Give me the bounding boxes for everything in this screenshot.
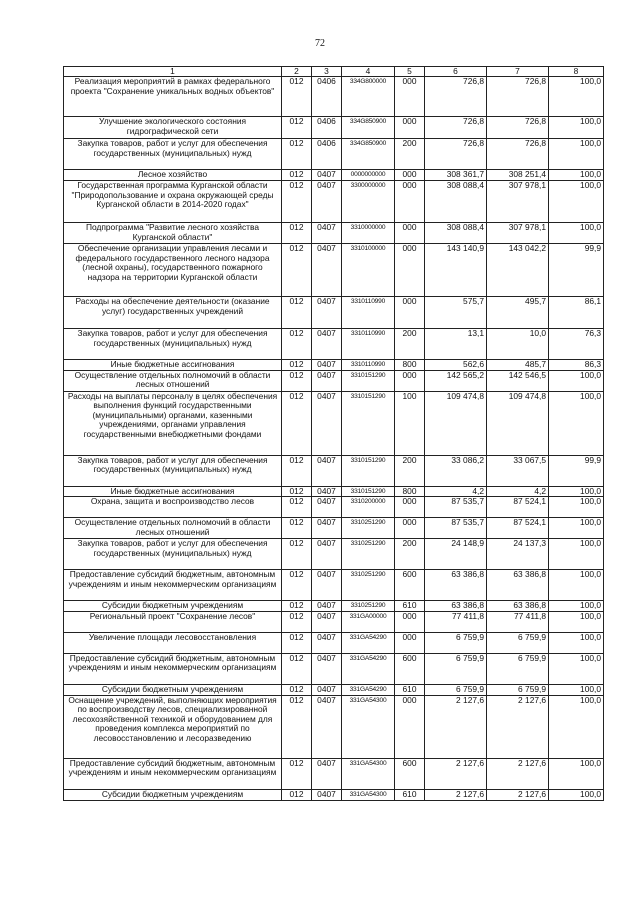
cell-target-article: 3310151290 xyxy=(342,455,395,486)
cell-target-article: 3310110990 xyxy=(342,360,395,371)
cell-percent: 100,0 xyxy=(549,758,604,789)
cell-grbs: 012 xyxy=(282,758,312,789)
cell-target-article: 3310151290 xyxy=(342,486,395,497)
cell-executed: 6 759,9 xyxy=(487,653,549,684)
cell-expense-type: 000 xyxy=(395,170,425,181)
cell-grbs: 012 xyxy=(282,570,312,601)
cell-grbs: 012 xyxy=(282,684,312,695)
cell-section: 0407 xyxy=(312,223,342,244)
cell-target-article: 3310000000 xyxy=(342,223,395,244)
cell-grbs: 012 xyxy=(282,518,312,539)
cell-plan: 63 386,8 xyxy=(425,601,487,612)
cell-executed: 6 759,9 xyxy=(487,632,549,653)
table-row xyxy=(64,244,604,297)
cell-expense-type: 000 xyxy=(395,117,425,139)
table-row xyxy=(64,684,604,695)
cell-target-article: 331GA54290 xyxy=(342,653,395,684)
cell-plan: 2 127,6 xyxy=(425,695,487,758)
cell-name: Субсидии бюджетным учреждениям xyxy=(64,601,282,612)
cell-name: Закупка товаров, работ и услуг для обеспечения государственных (муниципальных) нужд xyxy=(64,139,282,170)
cell-percent: 86,3 xyxy=(549,360,604,371)
cell-target-article: 0000000000 xyxy=(342,170,395,181)
cell-section: 0407 xyxy=(312,601,342,612)
cell-expense-type: 610 xyxy=(395,601,425,612)
cell-grbs: 012 xyxy=(282,223,312,244)
cell-percent: 76,3 xyxy=(549,329,604,360)
cell-target-article: 334G850900 xyxy=(342,139,395,170)
table-row xyxy=(64,181,604,223)
cell-grbs: 012 xyxy=(282,139,312,170)
cell-executed: 2 127,6 xyxy=(487,758,549,789)
cell-percent: 100,0 xyxy=(549,695,604,758)
table-header-row xyxy=(64,67,604,77)
cell-percent: 100,0 xyxy=(549,391,604,455)
cell-name: Осуществление отдельных полномочий в области лесных отношений xyxy=(64,370,282,391)
cell-grbs: 012 xyxy=(282,632,312,653)
cell-expense-type: 000 xyxy=(395,518,425,539)
cell-percent: 86,1 xyxy=(549,297,604,329)
table-body xyxy=(64,77,604,801)
cell-percent: 100,0 xyxy=(549,170,604,181)
cell-executed: 6 759,9 xyxy=(487,684,549,695)
cell-target-article: 3310110990 xyxy=(342,297,395,329)
cell-name: Увеличение площади лесовосстановления xyxy=(64,632,282,653)
cell-plan: 726,8 xyxy=(425,117,487,139)
cell-target-article: 3310110990 xyxy=(342,329,395,360)
table-row xyxy=(64,391,604,455)
page-number: 72 xyxy=(315,38,325,49)
cell-section: 0406 xyxy=(312,117,342,139)
cell-plan: 24 148,9 xyxy=(425,539,487,570)
table-row xyxy=(64,360,604,371)
table-row xyxy=(64,297,604,329)
cell-percent: 100,0 xyxy=(549,653,604,684)
cell-executed: 2 127,6 xyxy=(487,695,549,758)
cell-expense-type: 800 xyxy=(395,486,425,497)
cell-grbs: 012 xyxy=(282,601,312,612)
cell-plan: 142 565,2 xyxy=(425,370,487,391)
cell-executed: 24 137,3 xyxy=(487,539,549,570)
cell-section: 0407 xyxy=(312,360,342,371)
column-header-executed: 7 xyxy=(487,67,549,77)
cell-name: Иные бюджетные ассигнования xyxy=(64,360,282,371)
cell-section: 0407 xyxy=(312,684,342,695)
cell-expense-type: 610 xyxy=(395,789,425,800)
cell-executed: 495,7 xyxy=(487,297,549,329)
cell-executed: 87 524,1 xyxy=(487,497,549,518)
column-header-percent: 8 xyxy=(549,67,604,77)
cell-name: Иные бюджетные ассигнования xyxy=(64,486,282,497)
table-row xyxy=(64,139,604,170)
cell-target-article: 3310151290 xyxy=(342,391,395,455)
cell-grbs: 012 xyxy=(282,539,312,570)
cell-section: 0407 xyxy=(312,370,342,391)
cell-name: Оснащение учреждений, выполняющих мероприятия по воспроизводству лесов, специализированной лесохозяйственной техникой и оборудованием для проведения комплекса мероприятий по лесовосстановлению и лесоразведению xyxy=(64,695,282,758)
cell-plan: 33 086,2 xyxy=(425,455,487,486)
cell-name: Закупка товаров, работ и услуг для обеспечения государственных (муниципальных) нужд xyxy=(64,329,282,360)
cell-name: Охрана, защита и воспроизводство лесов xyxy=(64,497,282,518)
cell-section: 0407 xyxy=(312,632,342,653)
cell-percent: 100,0 xyxy=(549,684,604,695)
cell-expense-type: 610 xyxy=(395,684,425,695)
cell-target-article: 331GA54300 xyxy=(342,758,395,789)
cell-expense-type: 600 xyxy=(395,758,425,789)
cell-executed: 726,8 xyxy=(487,77,549,117)
cell-plan: 726,8 xyxy=(425,77,487,117)
cell-grbs: 012 xyxy=(282,789,312,800)
cell-expense-type: 000 xyxy=(395,632,425,653)
cell-target-article: 3310251290 xyxy=(342,570,395,601)
cell-expense-type: 000 xyxy=(395,244,425,297)
cell-plan: 87 535,7 xyxy=(425,497,487,518)
cell-section: 0407 xyxy=(312,518,342,539)
cell-grbs: 012 xyxy=(282,455,312,486)
cell-target-article: 3310100000 xyxy=(342,244,395,297)
cell-percent: 100,0 xyxy=(549,486,604,497)
cell-percent: 100,0 xyxy=(549,570,604,601)
cell-expense-type: 200 xyxy=(395,329,425,360)
cell-percent: 100,0 xyxy=(549,117,604,139)
cell-grbs: 012 xyxy=(282,391,312,455)
cell-percent: 100,0 xyxy=(549,223,604,244)
cell-executed: 4,2 xyxy=(487,486,549,497)
cell-grbs: 012 xyxy=(282,695,312,758)
cell-section: 0407 xyxy=(312,455,342,486)
cell-grbs: 012 xyxy=(282,329,312,360)
cell-section: 0407 xyxy=(312,391,342,455)
cell-name: Региональный проект "Сохранение лесов" xyxy=(64,611,282,632)
cell-percent: 100,0 xyxy=(549,181,604,223)
column-header-expense-type: 5 xyxy=(395,67,425,77)
cell-section: 0407 xyxy=(312,570,342,601)
cell-expense-type: 000 xyxy=(395,77,425,117)
cell-name: Субсидии бюджетным учреждениям xyxy=(64,789,282,800)
cell-expense-type: 600 xyxy=(395,570,425,601)
table-row xyxy=(64,653,604,684)
cell-executed: 63 386,8 xyxy=(487,601,549,612)
cell-section: 0407 xyxy=(312,329,342,360)
cell-executed: 485,7 xyxy=(487,360,549,371)
cell-grbs: 012 xyxy=(282,170,312,181)
cell-name: Реализация мероприятий в рамках федерального проекта "Сохранение уникальных водных объектов" xyxy=(64,77,282,117)
cell-executed: 308 251,4 xyxy=(487,170,549,181)
table-row xyxy=(64,570,604,601)
cell-expense-type: 100 xyxy=(395,391,425,455)
column-header-plan: 6 xyxy=(425,67,487,77)
cell-target-article: 3310151290 xyxy=(342,370,395,391)
cell-executed: 726,8 xyxy=(487,139,549,170)
table-row xyxy=(64,455,604,486)
cell-expense-type: 000 xyxy=(395,370,425,391)
cell-section: 0406 xyxy=(312,139,342,170)
table-row xyxy=(64,497,604,518)
cell-executed: 87 524,1 xyxy=(487,518,549,539)
cell-executed: 77 411,8 xyxy=(487,611,549,632)
cell-target-article: 3310251290 xyxy=(342,518,395,539)
cell-plan: 143 140,9 xyxy=(425,244,487,297)
cell-name: Закупка товаров, работ и услуг для обеспечения государственных (муниципальных) нужд xyxy=(64,455,282,486)
cell-name: Предоставление субсидий бюджетным, автономным учреждениям и иным некоммерческим организациям xyxy=(64,653,282,684)
table-row xyxy=(64,370,604,391)
cell-executed: 63 386,8 xyxy=(487,570,549,601)
cell-target-article: 331GA54290 xyxy=(342,684,395,695)
cell-executed: 143 042,2 xyxy=(487,244,549,297)
cell-target-article: 334G800000 xyxy=(342,77,395,117)
cell-section: 0407 xyxy=(312,497,342,518)
cell-percent: 100,0 xyxy=(549,601,604,612)
table-row xyxy=(64,77,604,117)
cell-percent: 100,0 xyxy=(549,139,604,170)
cell-expense-type: 000 xyxy=(395,611,425,632)
cell-expense-type: 600 xyxy=(395,653,425,684)
cell-plan: 6 759,9 xyxy=(425,632,487,653)
cell-target-article: 3310251290 xyxy=(342,601,395,612)
cell-expense-type: 000 xyxy=(395,223,425,244)
cell-percent: 100,0 xyxy=(549,518,604,539)
cell-percent: 99,9 xyxy=(549,244,604,297)
cell-target-article: 3310200000 xyxy=(342,497,395,518)
cell-plan: 308 088,4 xyxy=(425,181,487,223)
cell-target-article: 331GA54300 xyxy=(342,695,395,758)
cell-percent: 99,9 xyxy=(549,455,604,486)
column-header-section: 3 xyxy=(312,67,342,77)
cell-target-article: 331GA54300 xyxy=(342,789,395,800)
cell-section: 0407 xyxy=(312,758,342,789)
cell-percent: 100,0 xyxy=(549,611,604,632)
cell-grbs: 012 xyxy=(282,370,312,391)
cell-executed: 726,8 xyxy=(487,117,549,139)
cell-percent: 100,0 xyxy=(549,632,604,653)
cell-section: 0407 xyxy=(312,653,342,684)
cell-name: Подпрограмма "Развитие лесного хозяйства Курганской области" xyxy=(64,223,282,244)
cell-grbs: 012 xyxy=(282,244,312,297)
cell-section: 0407 xyxy=(312,244,342,297)
cell-percent: 100,0 xyxy=(549,539,604,570)
table-row xyxy=(64,695,604,758)
cell-executed: 10,0 xyxy=(487,329,549,360)
cell-plan: 109 474,8 xyxy=(425,391,487,455)
cell-expense-type: 000 xyxy=(395,181,425,223)
cell-grbs: 012 xyxy=(282,117,312,139)
cell-section: 0407 xyxy=(312,789,342,800)
cell-target-article: 331GA00000 xyxy=(342,611,395,632)
cell-percent: 100,0 xyxy=(549,77,604,117)
cell-plan: 6 759,9 xyxy=(425,653,487,684)
cell-plan: 308 361,7 xyxy=(425,170,487,181)
cell-name: Субсидии бюджетным учреждениям xyxy=(64,684,282,695)
cell-grbs: 012 xyxy=(282,497,312,518)
cell-grbs: 012 xyxy=(282,360,312,371)
cell-section: 0407 xyxy=(312,539,342,570)
table-row xyxy=(64,539,604,570)
cell-section: 0407 xyxy=(312,695,342,758)
cell-grbs: 012 xyxy=(282,181,312,223)
cell-plan: 726,8 xyxy=(425,139,487,170)
cell-name: Расходы на выплаты персоналу в целях обеспечения выполнения функций государственными (муниципальными) органами, казенными учреждениями, органами управления государственными внебюджетными фондами xyxy=(64,391,282,455)
table-row xyxy=(64,632,604,653)
cell-expense-type: 200 xyxy=(395,139,425,170)
cell-executed: 2 127,6 xyxy=(487,789,549,800)
table-row xyxy=(64,486,604,497)
cell-expense-type: 000 xyxy=(395,695,425,758)
cell-plan: 2 127,6 xyxy=(425,789,487,800)
cell-expense-type: 200 xyxy=(395,455,425,486)
column-header-name: 1 xyxy=(64,67,282,77)
table-row xyxy=(64,789,604,800)
cell-executed: 33 067,5 xyxy=(487,455,549,486)
cell-target-article: 3310251290 xyxy=(342,539,395,570)
cell-target-article: 331GA54290 xyxy=(342,632,395,653)
cell-name: Предоставление субсидий бюджетным, автономным учреждениям и иным некоммерческим организациям xyxy=(64,758,282,789)
cell-target-article: 334G850900 xyxy=(342,117,395,139)
cell-plan: 6 759,9 xyxy=(425,684,487,695)
cell-section: 0407 xyxy=(312,170,342,181)
cell-plan: 63 386,8 xyxy=(425,570,487,601)
cell-percent: 100,0 xyxy=(549,497,604,518)
budget-table xyxy=(63,66,604,801)
cell-plan: 87 535,7 xyxy=(425,518,487,539)
cell-expense-type: 000 xyxy=(395,497,425,518)
cell-section: 0407 xyxy=(312,297,342,329)
cell-expense-type: 200 xyxy=(395,539,425,570)
cell-grbs: 012 xyxy=(282,653,312,684)
cell-plan: 575,7 xyxy=(425,297,487,329)
cell-name: Лесное хозяйство xyxy=(64,170,282,181)
cell-target-article: 3300000000 xyxy=(342,181,395,223)
cell-grbs: 012 xyxy=(282,611,312,632)
table-row xyxy=(64,170,604,181)
cell-name: Государственная программа Курганской области "Природопользование и охрана окружающей среды Курганской области в 2014-2020 годах" xyxy=(64,181,282,223)
cell-plan: 562,6 xyxy=(425,360,487,371)
table-row xyxy=(64,329,604,360)
table-row xyxy=(64,601,604,612)
cell-plan: 77 411,8 xyxy=(425,611,487,632)
cell-name: Обеспечение организации управления лесами и федерального государственного лесного надзора (лесной охраны), государственного пожарного надзора на территории Курганской области xyxy=(64,244,282,297)
cell-name: Улучшение экологического состояния гидрографической сети xyxy=(64,117,282,139)
cell-grbs: 012 xyxy=(282,297,312,329)
cell-grbs: 012 xyxy=(282,486,312,497)
cell-plan: 2 127,6 xyxy=(425,758,487,789)
column-header-target-article: 4 xyxy=(342,67,395,77)
cell-executed: 109 474,8 xyxy=(487,391,549,455)
cell-plan: 13,1 xyxy=(425,329,487,360)
cell-section: 0407 xyxy=(312,181,342,223)
cell-executed: 142 546,5 xyxy=(487,370,549,391)
cell-expense-type: 000 xyxy=(395,297,425,329)
cell-plan: 4,2 xyxy=(425,486,487,497)
table-row xyxy=(64,611,604,632)
table-row xyxy=(64,223,604,244)
cell-executed: 307 978,1 xyxy=(487,223,549,244)
cell-section: 0406 xyxy=(312,77,342,117)
cell-name: Закупка товаров, работ и услуг для обеспечения государственных (муниципальных) нужд xyxy=(64,539,282,570)
table-row xyxy=(64,117,604,139)
cell-name: Предоставление субсидий бюджетным, автономным учреждениям и иным некоммерческим организациям xyxy=(64,570,282,601)
table-row xyxy=(64,518,604,539)
cell-expense-type: 800 xyxy=(395,360,425,371)
cell-section: 0407 xyxy=(312,486,342,497)
cell-name: Осуществление отдельных полномочий в области лесных отношений xyxy=(64,518,282,539)
cell-name: Расходы на обеспечение деятельности (оказание услуг) государственных учреждений xyxy=(64,297,282,329)
cell-executed: 307 978,1 xyxy=(487,181,549,223)
table-row xyxy=(64,758,604,789)
cell-section: 0407 xyxy=(312,611,342,632)
cell-percent: 100,0 xyxy=(549,789,604,800)
cell-plan: 308 088,4 xyxy=(425,223,487,244)
column-header-grbs: 2 xyxy=(282,67,312,77)
cell-grbs: 012 xyxy=(282,77,312,117)
cell-percent: 100,0 xyxy=(549,370,604,391)
